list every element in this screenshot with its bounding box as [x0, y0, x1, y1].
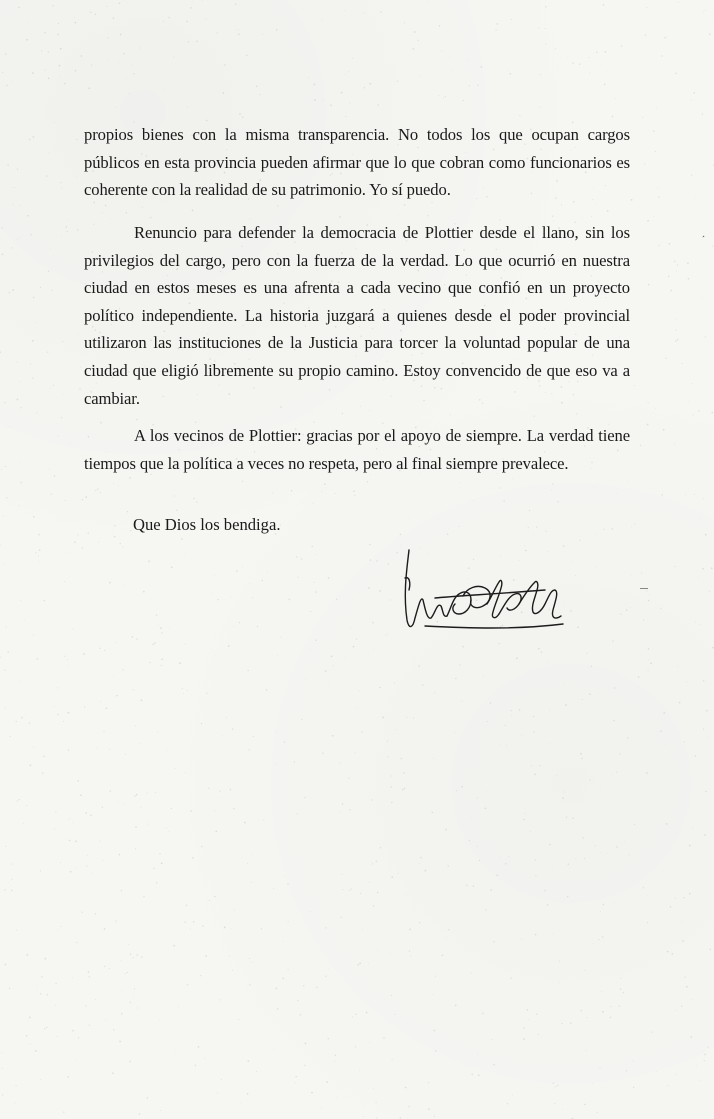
paragraph-3-text: A los vecinos de Plottier: gracias por el apoyo de siempre. La verdad tiene tiempos que la política a veces no respeta, pero al final siempre prevalece.	[84, 426, 630, 473]
paragraph-1-text: propios bienes con la misma transparencia. No todos los que ocupan cargos públicos en esta provincia pueden afirmar que lo que cobran como funcionarios es coherente con la realidad de su patrimonio. Yo sí puedo.	[84, 125, 630, 200]
paragraph-2-text: Renuncio para defender la democracia de Plottier desde el llano, sin los privilegios del cargo, pero con la fuerza de la verdad. Lo que ocurrió en nuestra ciudad en estos meses es una afrenta a cada vecino que confió en un proyecto político independiente. La historia juzgará a quienes desde el poder provincial utilizaron las instituciones de la Justicia para torcer la voluntad popular de una ciudad que eligió libremente su propio camino. Estoy convencido de que eso va a cambiar.	[84, 223, 630, 408]
handwritten-signature	[395, 538, 575, 638]
closing-line: Que Dios los bendiga.	[133, 515, 281, 534]
body-paragraph-2	[84, 219, 630, 412]
body-paragraph-1	[84, 121, 630, 204]
body-paragraph-3	[84, 422, 630, 477]
margin-speck: ·	[702, 232, 706, 243]
margin-dash	[640, 588, 648, 589]
